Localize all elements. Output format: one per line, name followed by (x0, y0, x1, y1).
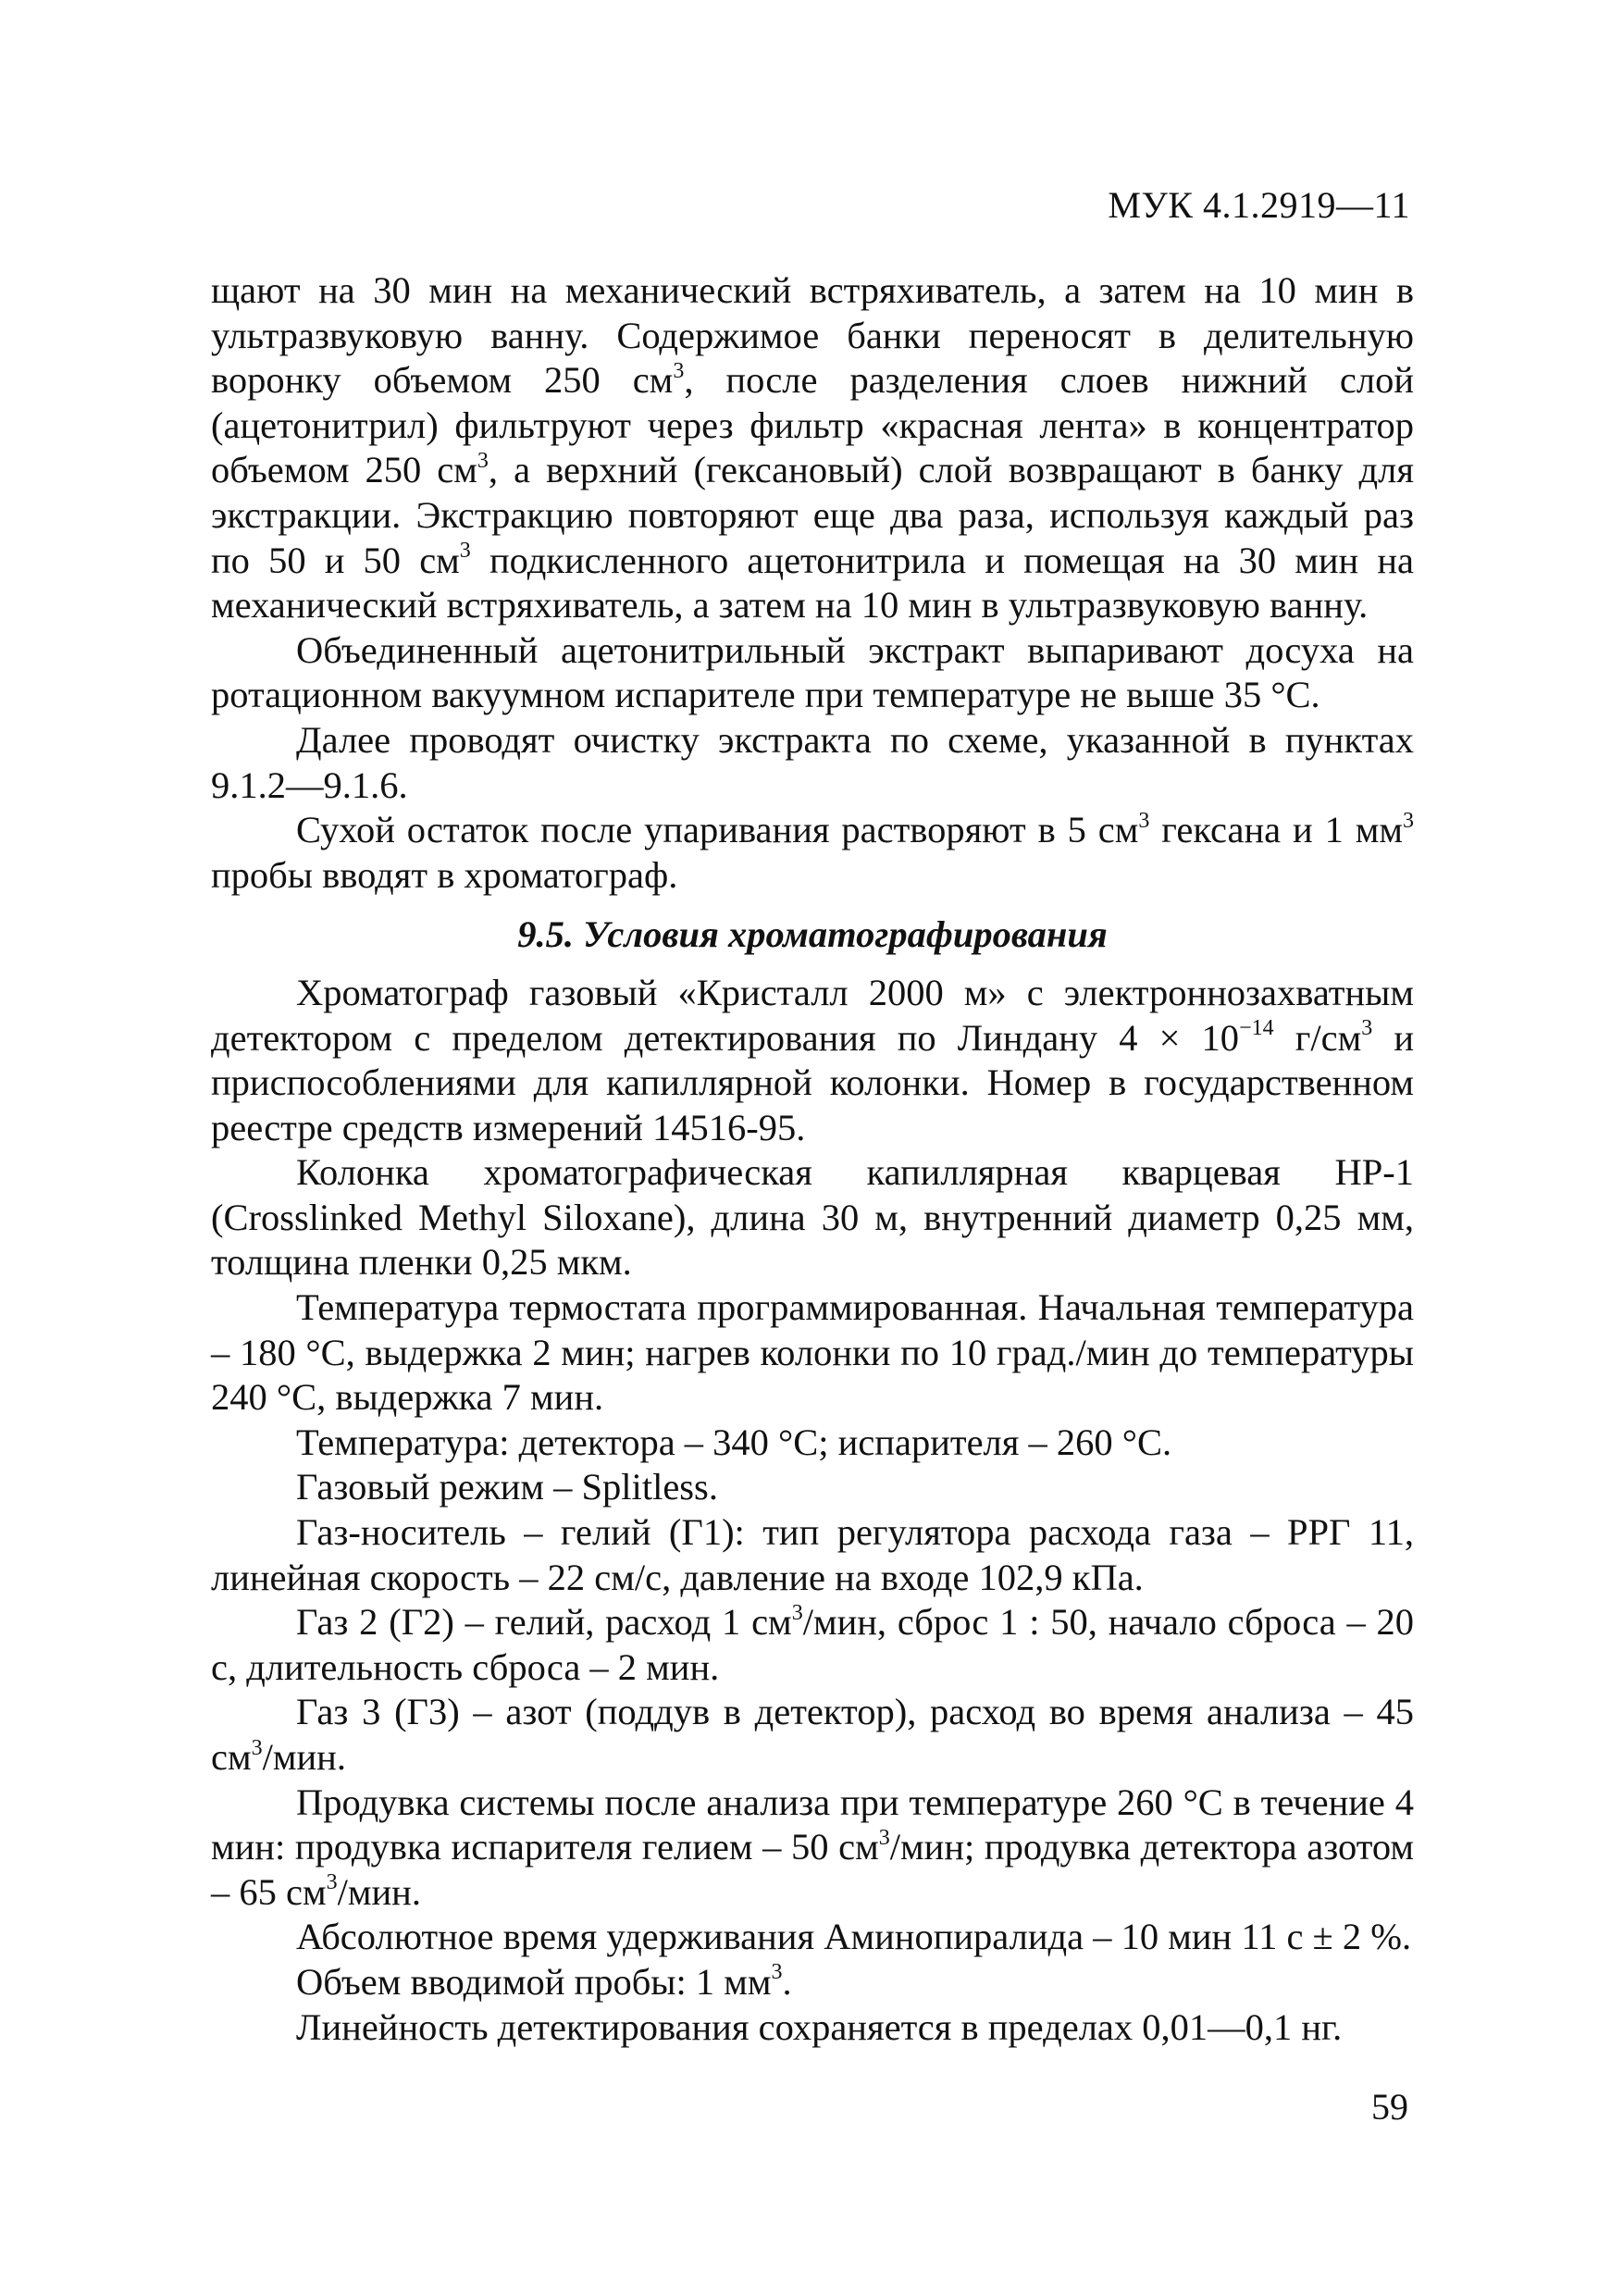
text-run: /мин. (262, 1736, 346, 1778)
text-run: подкисленного ацетонитрила и помещая на 30 мин на механический встряхиватель, а затем на 10 мин в ультразвуковую ванну. (211, 539, 1414, 627)
paragraph-injection-volume (211, 1960, 1414, 2005)
text-run: Продувка системы после анализа при температуре 260 °С в течение 4 мин: продувка испарителя гелием – 50 см (211, 1781, 1414, 1868)
paragraph-purge (211, 1781, 1414, 1916)
text-run: Сухой остаток после упаривания растворяют в 5 см (296, 809, 1139, 851)
superscript: 3 (251, 1735, 263, 1760)
superscript: 3 (1403, 808, 1414, 833)
paragraph-thermostat: Температура термостата программированная. Начальная температура – 180 °С, выдержка 2 мин; нагрев колонки по 10 град./мин до температуры 240 °С, выдержка 7 мин. (211, 1286, 1414, 1419)
text-run: , после разделения слоев нижний слой (ацетонитрил) фильтруют через фильтр «красная лента» в концентратор объемом 250 см (211, 359, 1415, 491)
text-run: Объем вводимой пробы: 1 мм (296, 1960, 772, 2003)
superscript: 3 (1138, 808, 1150, 833)
text-run: и приспособлениями для капиллярной колонки. Номер в государственном реестре средств измерений 14516-95. (211, 1016, 1415, 1148)
text-run: /мин. (337, 1870, 421, 1913)
paragraph-continued (211, 268, 1414, 628)
paragraph-gas-mode: Газовый режим – Splitless. (296, 1466, 718, 1508)
paragraph-retention-time: Абсолютное время удерживания Аминопиралида – 10 мин 11 с ± 2 %. (296, 1916, 1412, 1958)
running-header: МУК 4.1.2919—11 (1108, 184, 1410, 226)
text-run: /мин; продувка детектора азотом – 65 см (211, 1826, 1414, 1913)
paragraph-gas-2 (211, 1600, 1414, 1690)
superscript: 3 (326, 1870, 338, 1895)
text-run: гексана и 1 мм (1149, 809, 1403, 851)
text-run: . (782, 1960, 792, 2003)
paragraph-cleanup: Далее проводят очистку экстракта по схеме, указанной в пунктах 9.1.2—9.1.6. (211, 718, 1414, 806)
superscript: 3 (459, 539, 471, 564)
paragraph-temperatures: Температура: детектора – 340 °С; испарителя – 260 °С. (296, 1421, 1172, 1463)
superscript: 3 (477, 448, 489, 473)
body-text (211, 268, 1414, 2050)
text-run: пробы вводят в хроматограф. (211, 853, 678, 896)
section-title: 9.5. Условия хроматографирования (517, 913, 1108, 956)
superscript: 3 (673, 358, 685, 383)
superscript: 3 (791, 1600, 803, 1625)
paragraph-carrier-gas: Газ-носитель – гелий (Г1): тип регулятора расхода газа – РРГ 11, линейная скорость – 22 см/с, давление на входе 102,9 кПа. (211, 1511, 1414, 1598)
text-run: щают на 30 мин на механический встряхиватель, а затем на 10 мин в ультразвуковую ванну. Содержимое банки переносят в делительную воронку объемом 250 см (211, 269, 1414, 402)
superscript: −14 (1239, 1016, 1274, 1040)
text-run: Газ 3 (Г3) – азот (поддув в детектор), расход во время анализа – 45 см (211, 1691, 1414, 1778)
paragraph-extract-evaporation: Объединенный ацетонитрильный экстракт выпаривают досуха на ротационном вакуумном испарителе при температуре не выше 35 °С. (211, 628, 1414, 716)
text-run: Хроматограф газовый «Кристалл 2000 м» с электроннозахватным детектором с пределом детектирования по Линдану 4 × 10 (211, 971, 1414, 1059)
superscript: 3 (878, 1825, 890, 1850)
paragraph-chromatograph (211, 971, 1414, 1150)
page-number: 59 (1371, 2086, 1408, 2128)
text-run: , а верхний (гексановый) слой возвращают в банку для экстракции. Экстракцию повторяют еще два раза, используя каждый раз по 50 и 50 см (211, 449, 1415, 581)
paragraph-gas-3 (211, 1690, 1414, 1780)
paragraph-linearity: Линейность детектирования сохраняется в пределах 0,01—0,1 нг. (296, 2005, 1343, 2048)
paragraph-column: Колонка хроматографическая капиллярная кварцевая HP-1 (Crosslinked Methyl Siloxane), длина 30 м, внутренний диаметр 0,25 мм, толщина пленки 0,25 мкм. (211, 1151, 1414, 1284)
text-run: /мин, сброс 1 : 50, начало сброса – 20 с, длительность сброса – 2 мин. (211, 1601, 1414, 1688)
superscript: 3 (771, 1960, 783, 1985)
paragraph-dissolve-residue (211, 808, 1414, 898)
text-run: г/см (1273, 1016, 1362, 1059)
superscript: 3 (1361, 1016, 1373, 1040)
text-run: Газ 2 (Г2) – гелий, расход 1 см (296, 1601, 792, 1644)
